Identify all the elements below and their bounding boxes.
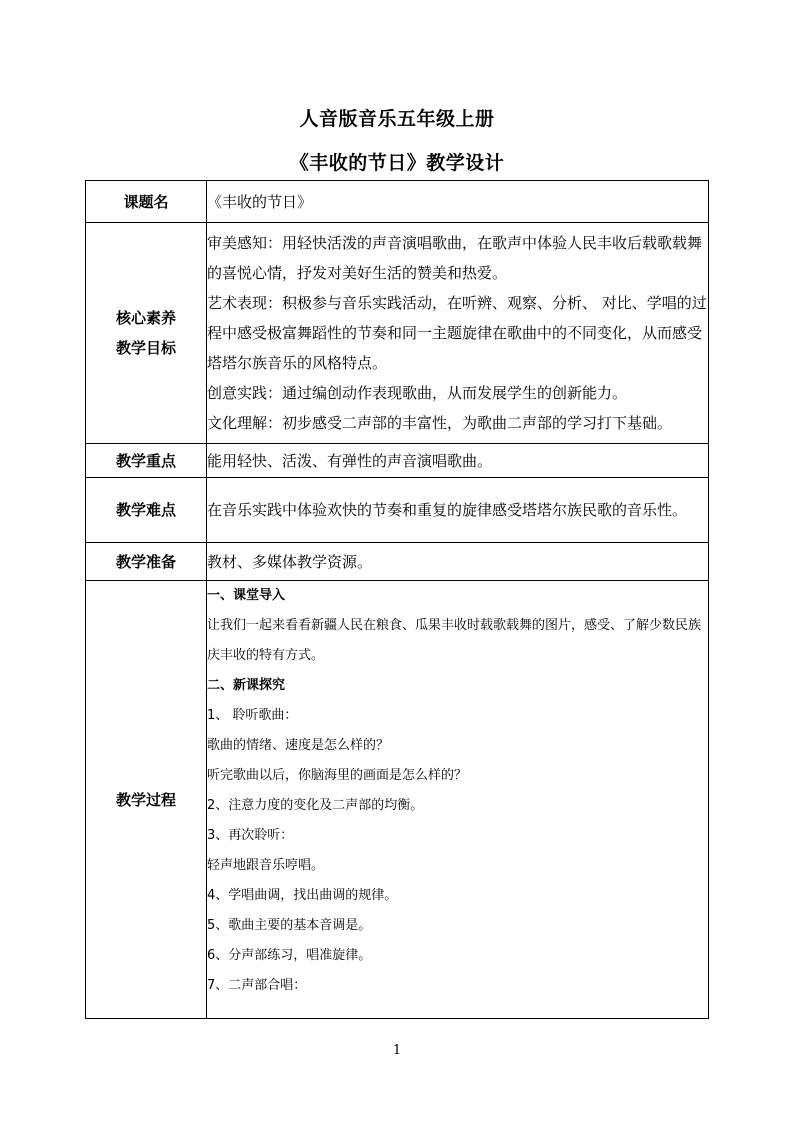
process-section-explore: 二、新课探究 xyxy=(207,678,286,693)
process-line: 2、注意力度的变化及二声部的均衡。 xyxy=(207,798,424,813)
preparation-label: 教学准备 xyxy=(86,543,207,581)
lesson-plan-table xyxy=(85,180,709,1019)
goals-label-line2: 教学目标 xyxy=(115,339,176,357)
goals-label xyxy=(86,223,207,444)
difficulty-value: 在音乐实践中体验欢快的节奏和重复的旋律感受塔塔尔族民歌的音乐性。 xyxy=(207,478,709,543)
process-label: 教学过程 xyxy=(86,581,207,1019)
process-line: 6、分声部练习，唱准旋律。 xyxy=(207,948,372,963)
goal-expression: 艺术表现：积极参与音乐实践活动，在听辨、观察、分析、 对比、学唱的过程中感受极富舞蹈性的节奏和同一主题旋律在歌曲中的不同变化，从而感受塔塔尔族音乐的风格特点。 xyxy=(207,294,707,372)
preparation-value: 教材、多媒体教学资源。 xyxy=(207,543,709,581)
topic-value: 《丰收的节日》 xyxy=(207,181,709,223)
process-line: 1、 聆听歌曲： xyxy=(207,708,298,723)
goal-culture: 文化理解：初步感受二声部的丰富性，为歌曲二声部的学习打下基础。 xyxy=(207,414,673,432)
process-line: 听完歌曲以后，你脑海里的画面是怎么样的？ xyxy=(207,768,468,783)
key-point-value: 能用轻快、活泼、有弹性的声音演唱歌曲。 xyxy=(207,444,709,478)
table-row-goals xyxy=(86,223,709,444)
process-line: 让我们一起来看看新疆人民在粮食、瓜果丰收时载歌载舞的图片，感受、了解少数民族庆丰收的特有方式。 xyxy=(207,618,702,663)
document-subtitle: 《丰收的节日》教学设计 xyxy=(289,152,505,174)
document-title: 人音版音乐五年级上册 xyxy=(299,108,495,130)
key-point-label: 教学重点 xyxy=(86,444,207,478)
process-value xyxy=(207,581,709,1019)
goal-aesthetic: 审美感知：用轻快活泼的声音演唱歌曲，在歌声中体验人民丰收后载歌载舞的喜悦心情，抒发对美好生活的赞美和热爱。 xyxy=(207,234,703,282)
page-number: 1 xyxy=(392,1043,402,1058)
goals-value xyxy=(207,223,709,444)
table-row-key-point xyxy=(86,444,709,478)
process-section-intro: 一、课堂导入 xyxy=(207,588,286,603)
difficulty-label: 教学难点 xyxy=(86,478,207,543)
topic-label: 课题名 xyxy=(86,181,207,223)
table-row-process xyxy=(86,581,709,1019)
table-row-difficulty xyxy=(86,478,709,543)
goals-label-line1: 核心素养 xyxy=(115,309,176,327)
process-line: 5、歌曲主要的基本音调是。 xyxy=(207,918,372,933)
table-row-preparation xyxy=(86,543,709,581)
process-line: 歌曲的情绪、速度是怎么样的？ xyxy=(207,738,390,753)
process-line: 轻声地跟音乐哼唱。 xyxy=(207,858,325,873)
process-line: 3、再次聆听： xyxy=(207,828,294,843)
table-row-topic xyxy=(86,181,709,223)
goal-creativity: 创意实践：通过编创动作表现歌曲，从而发展学生的创新能力。 xyxy=(207,384,628,402)
process-line: 7、二声部合唱： xyxy=(207,978,307,993)
process-line: 4、学唱曲调，找出曲调的规律。 xyxy=(207,888,398,903)
